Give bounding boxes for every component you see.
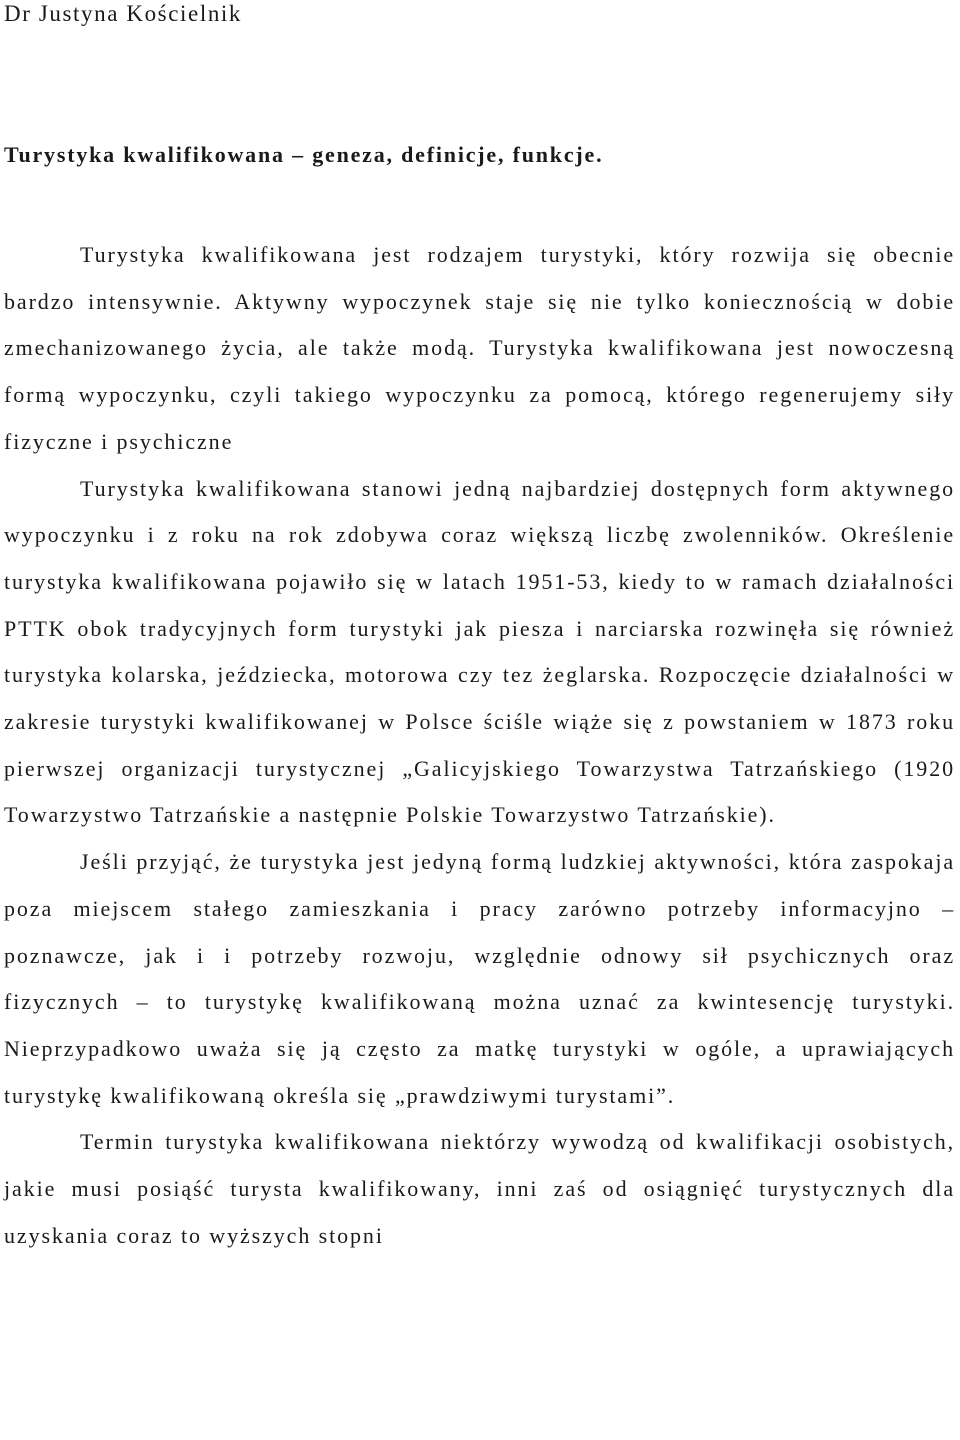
paragraph-3: Jeśli przyjąć, że turystyka jest jedyną formą ludzkiej aktywności, która zaspokaja poza miejscem stałego zamieszkania i pracy zarówno potrzeby informacyjno – poznawcze, jak i i potrzeby rozwoju, względnie odnowy sił psychicznych oraz fizycznych – to turystykę kwalifikowaną można uznać za kwintesencję turystyki. Nieprzypadkowo uważa się ją często za matkę turystyki w ogóle, a uprawiających turystykę kwalifikowaną określa się „prawdziwymi turystami”. xyxy=(4,849,955,1108)
paragraph-1: Turystyka kwalifikowana jest rodzajem turystyki, który rozwija się obecnie bardzo intensywnie. Aktywny wypoczynek staje się nie tylko koniecznością w dobie zmechanizowanego życia, ale także modą. Turystyka kwalifikowana jest nowoczesną formą wypoczynku, czyli takiego wypoczynku za pomocą, którego regenerujemy siły fizyczne i psychiczne xyxy=(4,242,955,454)
document-body xyxy=(4,232,955,1259)
paragraph-4: Termin turystyka kwalifikowana niektórzy wywodzą od kwalifikacji osobistych, jakie musi posiąść turysta kwalifikowany, inni zaś od osiągnięć turystycznych dla uzyskania coraz to wyższych stopni xyxy=(4,1129,955,1248)
document-title: Turystyka kwalifikowana – geneza, definicje, funkcje. xyxy=(4,142,604,167)
author-name: Dr Justyna Kościelnik xyxy=(4,1,243,26)
paragraph-2: Turystyka kwalifikowana stanowi jedną najbardziej dostępnych form aktywnego wypoczynku i z roku na rok zdobywa coraz większą liczbę zwolenników. Określenie turystyka kwalifikowana pojawiło się w latach 1951-53, kiedy to w ramach działalności PTTK obok tradycyjnych form turystyki jak piesza i narciarska rozwinęła się również turystyka kolarska, jeździecka, motorowa czy tez żeglarska. Rozpoczęcie działalności w zakresie turystyki kwalifikowanej w Polsce ściśle wiąże się z powstaniem w 1873 roku pierwszej organizacji turystycznej „Galicyjskiego Towarzystwa Tatrzańskiego (1920 Towarzystwo Tatrzańskie a następnie Polskie Towarzystwo Tatrzańskie). xyxy=(4,475,955,828)
